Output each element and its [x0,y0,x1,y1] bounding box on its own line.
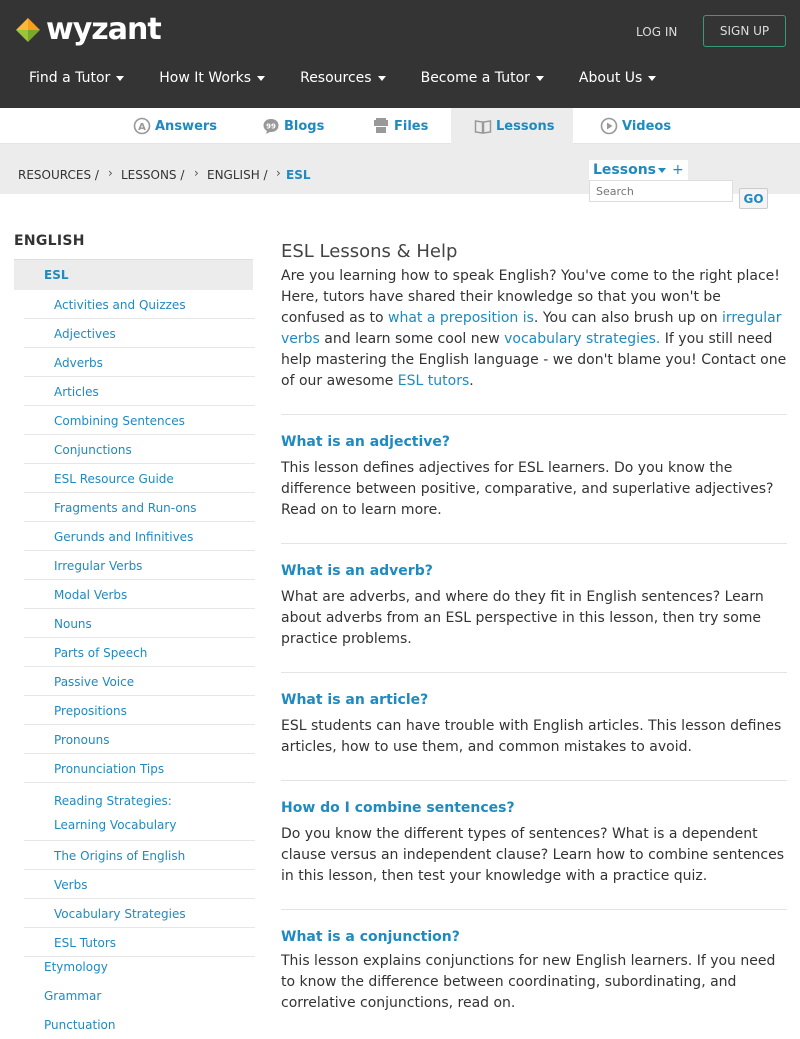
subnav-files[interactable] [372,108,428,144]
wyzant-logo-icon [14,16,42,44]
login-link[interactable]: LOG IN [636,25,678,39]
sidebar-subitem[interactable]: Passive Voice [24,667,255,696]
caret-down-icon [378,76,386,81]
lesson-description: What are adverbs, and where do they fit in English sentences? Learn about adverbs from an ESL perspective in this lesson, then try some practice problems. [281,589,764,647]
lessons-icon [474,117,492,135]
logo-text: wyzant [46,12,161,47]
answers-icon [133,117,151,135]
caret-down-icon [116,76,124,81]
breadcrumb-esl: ESL [286,168,311,182]
nav-become-a-tutor[interactable] [421,70,544,86]
subnav-answers[interactable] [133,108,217,144]
subnav-label: Videos [622,118,672,134]
vocabulary-strategies-link[interactable]: vocabulary strategies. [504,331,661,347]
lesson-item [281,909,787,1014]
nav-find-a-tutor[interactable] [29,70,124,86]
caret-down-icon [648,76,656,81]
main-nav [29,70,656,86]
sidebar-item[interactable]: Punctuation [44,1017,116,1032]
sidebar-subitem[interactable]: Adverbs [24,348,255,377]
sidebar-subitem[interactable]: Conjunctions [24,435,255,464]
search-input[interactable] [589,180,733,202]
sidebar-subitem[interactable]: The Origins of English [24,841,255,870]
sidebar-item-esl[interactable] [14,259,253,290]
caret-down-icon [658,168,666,173]
sidebar-subitem[interactable]: Prepositions [24,696,255,725]
subnav-label: Files [394,118,429,134]
subnav-videos[interactable] [600,108,671,144]
sidebar-subitem[interactable]: ESL Tutors [24,928,255,957]
intro-text: . You can also brush up on [533,310,723,326]
caret-down-icon [257,76,265,81]
irregular-verbs-link[interactable]: irregular verbs [281,310,782,347]
sidebar-subitem[interactable]: Irregular Verbs [24,551,255,580]
nav-resources[interactable] [300,70,386,86]
search-scope-label: Lessons [593,162,656,178]
nav-label: Resources [300,70,372,86]
lesson-title-link[interactable]: What is a conjunction? [281,929,460,945]
caret-down-icon [536,76,544,81]
sidebar-subitem[interactable]: Fragments and Run-ons [24,493,255,522]
sidebar-subitem[interactable]: ESL Resource Guide [24,464,255,493]
subnav-lessons[interactable] [451,108,573,144]
lesson-description: Do you know the different types of sentences? What is a dependent clause versus an independent clause? Learn how to combine sentences in this lesson, then test your knowledge with a practice quiz. [281,826,785,884]
nav-about-us[interactable] [579,70,656,86]
lesson-item [281,672,787,780]
nav-label: Become a Tutor [420,70,530,86]
chevron-right-icon: › [194,166,199,180]
nav-label: How It Works [159,70,252,86]
nav-label: Find a Tutor [29,70,111,86]
breadcrumb-lessons[interactable]: LESSONS / [121,168,185,182]
subnav-blogs[interactable] [262,108,324,144]
lesson-description: This lesson explains conjunctions for new English learners. If you need to know the difference between coordinating, subordinating, and correlative conjunctions, read on. [281,953,776,1011]
lesson-item [281,543,787,672]
main-content [281,241,787,1014]
sidebar-toplist [14,952,255,1039]
esl-tutors-link[interactable]: ESL tutors [397,373,470,389]
sidebar-subitem[interactable]: Combining Sentences [24,406,255,435]
lesson-description: This lesson defines adjectives for ESL learners. Do you know the difference between positive, comparative, and superlative adjectives? Read on to learn more. [281,460,774,518]
blogs-icon [262,117,280,135]
lesson-title-link[interactable]: What is an article? [281,692,429,708]
svg-text:99: 99 [266,122,276,131]
add-icon[interactable]: + [672,162,684,178]
subnav-label: Answers [155,118,218,134]
lesson-title-link[interactable]: What is an adjective? [281,434,451,450]
resources-subnav [0,108,800,144]
videos-icon [600,117,618,135]
sidebar-subitem[interactable]: Adjectives [24,319,255,348]
sidebar-subitem[interactable]: Modal Verbs [24,580,255,609]
nav-how-it-works[interactable] [159,70,265,86]
lesson-item [281,414,787,543]
intro-text: If you still need help mastering the English language - we don't blame you! Contact one of our awesome [281,331,787,389]
signup-button[interactable]: SIGN UP [703,15,786,47]
chevron-right-icon: › [108,166,113,180]
logo[interactable] [14,12,161,47]
intro-text: Are you learning how to speak English? You've come to the right place! Here, tutors have shared their knowledge so that you won't be confused as to [281,268,780,326]
sidebar-subitem[interactable]: Pronunciation Tips [24,754,255,783]
sidebar-subitem[interactable]: Pronouns [24,725,255,754]
subnav-label: Lessons [496,118,555,134]
subnav-label: Blogs [284,118,325,134]
breadcrumb-resources[interactable]: RESOURCES / [18,168,99,182]
lesson-description: ESL students can have trouble with English articles. This lesson defines articles, how to use them, and common mistakes to avoid. [281,718,782,755]
svg-text:A: A [138,122,146,133]
sidebar-subitem[interactable]: Reading Strategies: Learning Vocabulary [24,783,255,841]
top-bar [0,0,800,108]
breadcrumb-bar [0,144,800,206]
sidebar-subitem[interactable]: Nouns [24,609,255,638]
sidebar-sublist [24,290,255,957]
intro-paragraph [281,266,787,392]
sidebar-title: ENGLISH [14,233,85,249]
sidebar-item-label: ESL [44,268,69,282]
sidebar-subitem[interactable]: Articles [24,377,255,406]
sidebar-subitem[interactable]: Activities and Quizzes [24,290,255,319]
files-icon [372,117,390,135]
chevron-right-icon: › [276,166,281,180]
sidebar-subitem[interactable]: Parts of Speech [24,638,255,667]
search-go-button[interactable]: GO [739,188,768,209]
sidebar-item[interactable]: Etymology [44,959,108,974]
sidebar-subitem[interactable]: Verbs [24,870,255,899]
preposition-link[interactable]: what a preposition is [388,310,534,326]
sidebar-item[interactable]: Grammar [44,988,102,1003]
page-title: ESL Lessons & Help [281,241,458,262]
lesson-item [281,780,787,909]
sidebar-subitem[interactable]: Gerunds and Infinitives [24,522,255,551]
search-scope-dropdown[interactable] [589,160,688,180]
nav-label: About Us [578,70,643,86]
intro-text: . [469,373,474,389]
sidebar-subitem[interactable]: Vocabulary Strategies [24,899,255,928]
breadcrumb-english[interactable]: ENGLISH / [207,168,268,182]
lesson-title-link[interactable]: What is an adverb? [281,563,433,579]
intro-text: and learn some cool new [319,331,505,347]
lesson-title-link[interactable]: How do I combine sentences? [281,800,515,816]
